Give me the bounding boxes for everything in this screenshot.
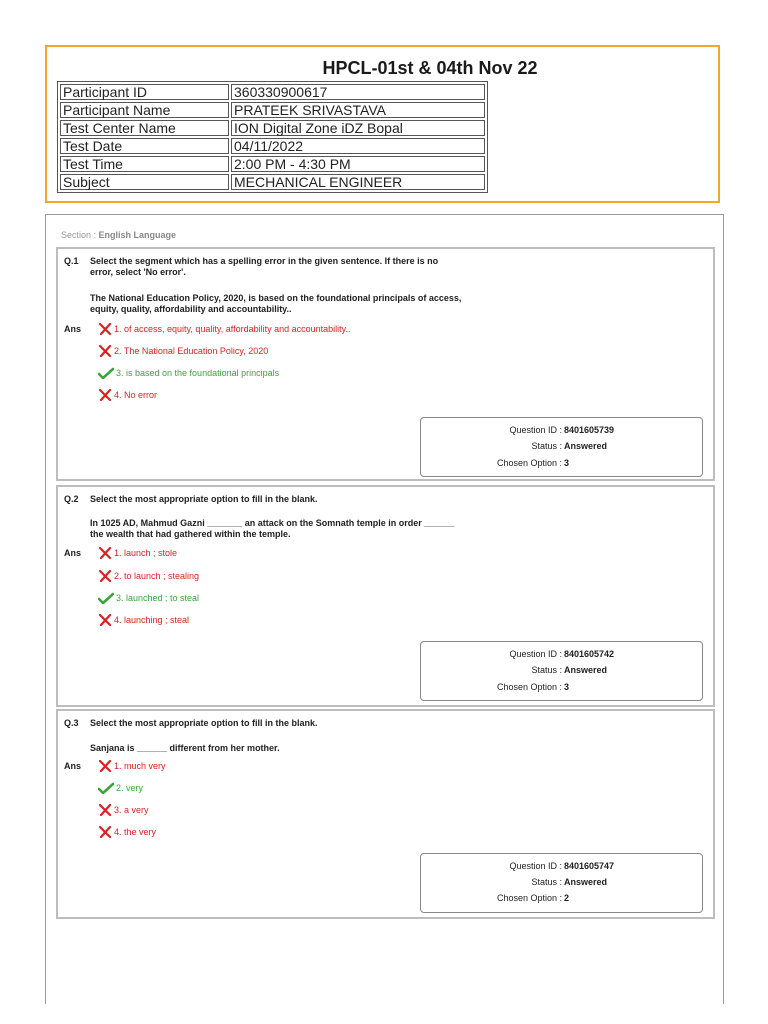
cross-icon bbox=[98, 323, 112, 335]
option-4 bbox=[98, 826, 156, 838]
info-row-test-time bbox=[60, 156, 485, 172]
meta-value: Answered bbox=[564, 877, 608, 887]
option-2 bbox=[98, 345, 268, 357]
question-block-3 bbox=[56, 709, 715, 919]
passage-line: Sanjana is ______ different from her mother. bbox=[90, 743, 280, 753]
option-1 bbox=[98, 760, 166, 772]
meta-value: 8401605742 bbox=[564, 649, 615, 659]
option-text: 2. The National Education Policy, 2020 bbox=[114, 346, 269, 356]
option-1 bbox=[98, 323, 350, 335]
question-text-line: Select the most appropriate option to fill in the blank. bbox=[90, 718, 318, 728]
info-label: Participant Name bbox=[60, 102, 229, 118]
cross-icon bbox=[98, 570, 112, 582]
option-text: 3. launched ; to steal bbox=[116, 593, 200, 603]
answer-label: Ans bbox=[64, 761, 82, 771]
question-text bbox=[90, 718, 530, 729]
check-icon bbox=[98, 592, 114, 604]
question-meta-box bbox=[420, 853, 703, 913]
meta-value: 8401605739 bbox=[564, 425, 615, 435]
option-3 bbox=[98, 804, 149, 816]
option-text: 4. No error bbox=[114, 390, 158, 400]
option-text: 1. launch ; stole bbox=[114, 548, 178, 558]
info-value: MECHANICAL ENGINEER bbox=[231, 174, 485, 190]
option-text: 4. launching ; steal bbox=[114, 615, 190, 625]
question-text-line: Select the most appropriate option to fill in the blank. bbox=[90, 494, 318, 504]
info-label: Test Date bbox=[60, 138, 229, 154]
passage-line: The National Education Policy, 2020, is based on the foundational principals of access, bbox=[90, 293, 462, 303]
meta-label: Status : bbox=[531, 441, 562, 451]
meta-label: Status : bbox=[531, 877, 562, 887]
passage-line: equity, quality, affordability and accountability.. bbox=[90, 304, 292, 314]
meta-label: Question ID : bbox=[509, 861, 562, 871]
meta-value: 8401605747 bbox=[564, 861, 615, 871]
passage-line: the wealth that had gathered within the temple. bbox=[90, 529, 291, 539]
info-row-test-center bbox=[60, 120, 485, 136]
meta-chosen-option bbox=[421, 892, 704, 904]
meta-question-id bbox=[421, 648, 704, 660]
question-passage bbox=[90, 743, 530, 754]
question-block-1 bbox=[56, 247, 715, 481]
option-4 bbox=[98, 614, 189, 626]
meta-label: Chosen Option : bbox=[496, 682, 562, 692]
option-2 bbox=[98, 782, 143, 794]
check-icon bbox=[98, 782, 114, 794]
info-row-participant-id bbox=[60, 84, 485, 100]
option-2 bbox=[98, 570, 199, 582]
info-label: Test Time bbox=[60, 156, 229, 172]
meta-status bbox=[421, 664, 704, 676]
question-text-line: error, select 'No error'. bbox=[90, 267, 186, 277]
option-text: 1. much very bbox=[114, 761, 166, 771]
document-title: HPCL-01st & 04th Nov 22 bbox=[322, 58, 538, 78]
cross-icon bbox=[98, 389, 112, 401]
question-meta-box bbox=[420, 417, 703, 477]
question-number: Q.2 bbox=[64, 494, 79, 504]
option-text: 3. is based on the foundational principals bbox=[116, 368, 280, 378]
question-passage bbox=[90, 293, 530, 315]
meta-label: Question ID : bbox=[509, 649, 562, 659]
info-row-participant-name bbox=[60, 102, 485, 118]
option-text: 2. to launch ; stealing bbox=[114, 571, 200, 581]
info-label: Test Center Name bbox=[60, 120, 229, 136]
section-prefix: Section : bbox=[61, 230, 99, 240]
meta-status bbox=[421, 440, 704, 452]
meta-question-id bbox=[421, 860, 704, 872]
option-4 bbox=[98, 389, 157, 401]
check-icon bbox=[98, 367, 114, 379]
meta-value: Answered bbox=[564, 665, 608, 675]
cross-icon bbox=[98, 760, 112, 772]
meta-status bbox=[421, 876, 704, 888]
info-value: 360330900617 bbox=[231, 84, 485, 100]
response-sheet-header bbox=[45, 45, 720, 203]
meta-label: Question ID : bbox=[509, 425, 562, 435]
answer-label: Ans bbox=[64, 324, 82, 334]
cross-icon bbox=[98, 345, 112, 357]
info-value: ION Digital Zone iDZ Bopal bbox=[231, 120, 485, 136]
question-passage bbox=[90, 518, 530, 540]
option-3 bbox=[98, 367, 279, 379]
section-label bbox=[61, 230, 176, 240]
answer-label: Ans bbox=[64, 548, 82, 558]
cross-icon bbox=[98, 614, 112, 626]
meta-label: Chosen Option : bbox=[496, 893, 562, 903]
question-text-line: Select the segment which has a spelling error in the given sentence. If there is no bbox=[90, 256, 439, 266]
participant-info-table bbox=[57, 81, 488, 193]
cross-icon bbox=[98, 826, 112, 838]
meta-label: Status : bbox=[531, 665, 562, 675]
option-text: 4. the very bbox=[114, 827, 157, 837]
meta-value: Answered bbox=[564, 441, 608, 451]
info-value: 04/11/2022 bbox=[231, 138, 485, 154]
question-meta-box bbox=[420, 641, 703, 701]
meta-question-id bbox=[421, 424, 704, 436]
meta-chosen-option bbox=[421, 457, 704, 469]
question-block-2 bbox=[56, 485, 715, 707]
question-number: Q.1 bbox=[64, 256, 79, 266]
cross-icon bbox=[98, 804, 112, 816]
question-text bbox=[90, 256, 530, 278]
meta-value: 3 bbox=[564, 682, 570, 692]
meta-label: Chosen Option : bbox=[496, 458, 562, 468]
option-3 bbox=[98, 592, 199, 604]
question-text bbox=[90, 494, 530, 505]
meta-chosen-option bbox=[421, 681, 704, 693]
meta-value: 2 bbox=[564, 893, 570, 903]
info-value: PRATEEK SRIVASTAVA bbox=[231, 102, 485, 118]
section-name: English Language bbox=[98, 230, 177, 240]
option-text: 3. a very bbox=[114, 805, 149, 815]
info-row-test-date bbox=[60, 138, 485, 154]
info-row-subject bbox=[60, 174, 485, 190]
passage-line: In 1025 AD, Mahmud Gazni _______ an attack on the Somnath temple in order ______ bbox=[90, 518, 455, 528]
cross-icon bbox=[98, 547, 112, 559]
option-text: 2. very bbox=[116, 783, 144, 793]
meta-value: 3 bbox=[564, 458, 570, 468]
info-label: Participant ID bbox=[60, 84, 229, 100]
info-value: 2:00 PM - 4:30 PM bbox=[231, 156, 485, 172]
question-page bbox=[45, 214, 724, 1004]
option-text: 1. of access, equity, quality, affordability and accountability.. bbox=[114, 324, 351, 334]
question-number: Q.3 bbox=[64, 718, 79, 728]
option-1 bbox=[98, 547, 177, 559]
info-label: Subject bbox=[60, 174, 229, 190]
